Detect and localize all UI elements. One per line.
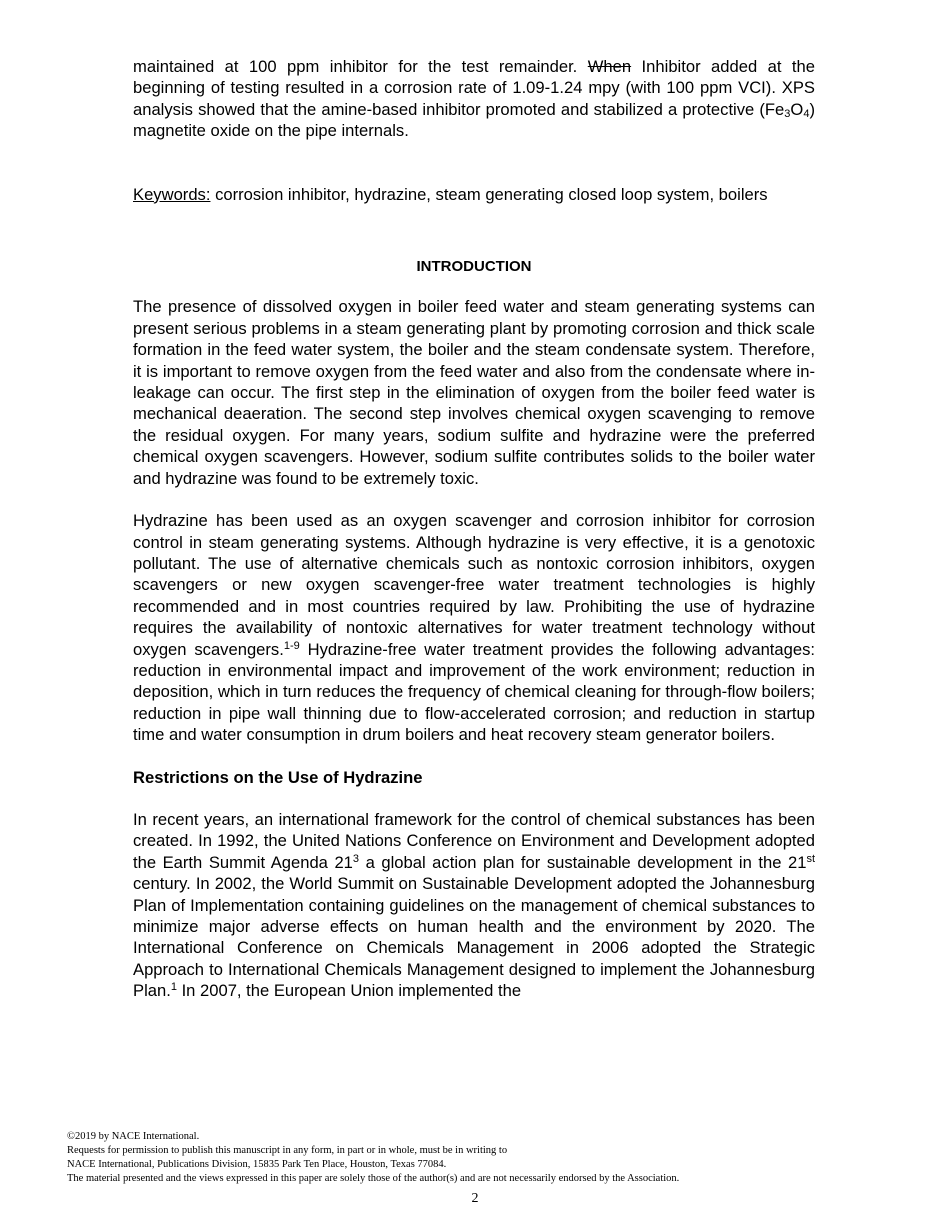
keywords-label: Keywords: <box>133 184 211 204</box>
restrictions-paragraph <box>133 809 815 1002</box>
footer-line-2: Requests for permission to publish this manuscript in any form, in part or in whole, must be in writing to <box>67 1145 508 1156</box>
footer-line-4: The material presented and the views expressed in this paper are solely those of the author(s) and are not necessarily endorsed by the Association. <box>67 1173 680 1184</box>
intro-p2-text-a: Hydrazine has been used as an oxygen scavenger and corrosion inhibitor for corrosion control in steam generating systems. Although hydrazine is very effective, it is a genotoxic pollutant. The use of alternative chemicals such as nontoxic corrosion inhibitors, oxygen scavengers or new oxygen scavenger-free water treatment technologies is highly recommended and in most countries required by law. Prohibiting the use of hydrazine requires the availability of nontoxic alternatives for water treatment technology without oxygen scavengers. <box>133 511 815 659</box>
keywords-text: corrosion inhibitor, hydrazine, steam generating closed loop system, boilers <box>210 184 768 204</box>
restrictions-text-a: In recent years, an international framework for the control of chemical substances has been created. In 1992, the United Nations Conference on Environment and Development adopted the Earth Summit Agenda 21 <box>133 809 815 872</box>
abstract-text-3: O <box>790 99 804 119</box>
paper-body <box>133 56 815 1002</box>
subscript-3: 3 <box>784 107 791 120</box>
ordinal-suffix: st <box>806 852 815 865</box>
page-number: 2 <box>471 1191 479 1206</box>
copyright-footer <box>67 1130 887 1186</box>
intro-p2-text-b: Hydrazine-free water treatment provides the following advantages: reduction in environmental impact and improvement of the work environment; reduction in deposition, which in turn reduces the frequency of chemical cleaning for through-flow boilers; reduction in pipe wall thinning due to flow-accelerated corrosion; and reduction in startup time and water consumption in drum boilers and heat recovery steam generator boilers. <box>133 639 815 745</box>
introduction-paragraph-2 <box>133 510 815 745</box>
abstract-end-paragraph <box>133 56 815 142</box>
keywords-paragraph <box>133 184 815 205</box>
introduction-paragraph-1: The presence of dissolved oxygen in boiler feed water and steam generating systems can present serious problems in a steam generating plant by promoting corrosion and thick scale formation in the feed water system, the boiler and the steam condensate system. Therefore, it is important to remove oxygen from the feed water and also from the condensate where in-leakage can occur. The first step in the elimination of oxygen from the boiler feed water is mechanical deaeration. The second step involves chemical oxygen scavenging to remove the residual oxygen. For many years, sodium sulfite and hydrazine were the preferred chemical oxygen scavengers. However, sodium sulfite contributes solids to the boiler water and hydrazine was found to be extremely toxic. <box>133 297 815 488</box>
abstract-text-4: ) magnetite oxide on the pipe internals. <box>133 99 815 141</box>
citation-1-9: 1-9 <box>283 639 300 652</box>
restrictions-text-b: a global action plan for sustainable development in the 21 <box>359 852 807 872</box>
footer-line-1: ©2019 by NACE International. <box>67 1131 200 1142</box>
citation-1: 1 <box>170 981 177 994</box>
struck-word: When <box>587 57 632 76</box>
citation-3: 3 <box>352 852 360 865</box>
abstract-text-2: Inhibitor added at the beginning of testing resulted in a corrosion rate of 1.09-1.24 mpy (with 100 ppm VCI). XPS analysis showed that the amine-based inhibitor promoted and stabilized a protective (Fe <box>133 57 815 119</box>
restrictions-text-c: century. In 2002, the World Summit on Sustainable Development adopted the Johannesburg Plan of Implementation containing guidelines on the management of chemical substances to minimize major adverse effects on human health and the environment by 2020. The International Conference on Chemicals Management in 2006 adopted the Strategic Approach to International Chemicals Management designed to implement the Johannesburg Plan. <box>133 874 815 1001</box>
abstract-text-1: maintained at 100 ppm inhibitor for the test remainder. <box>133 57 588 76</box>
restrictions-text-d: In 2007, the European Union implemented the <box>176 981 522 1001</box>
footer-line-3: NACE International, Publications Division, 15835 Park Ten Place, Houston, Texas 77084. <box>67 1159 447 1170</box>
restrictions-heading: Restrictions on the Use of Hydrazine <box>133 767 423 787</box>
subscript-4: 4 <box>803 107 810 120</box>
introduction-heading: INTRODUCTION <box>416 258 532 276</box>
